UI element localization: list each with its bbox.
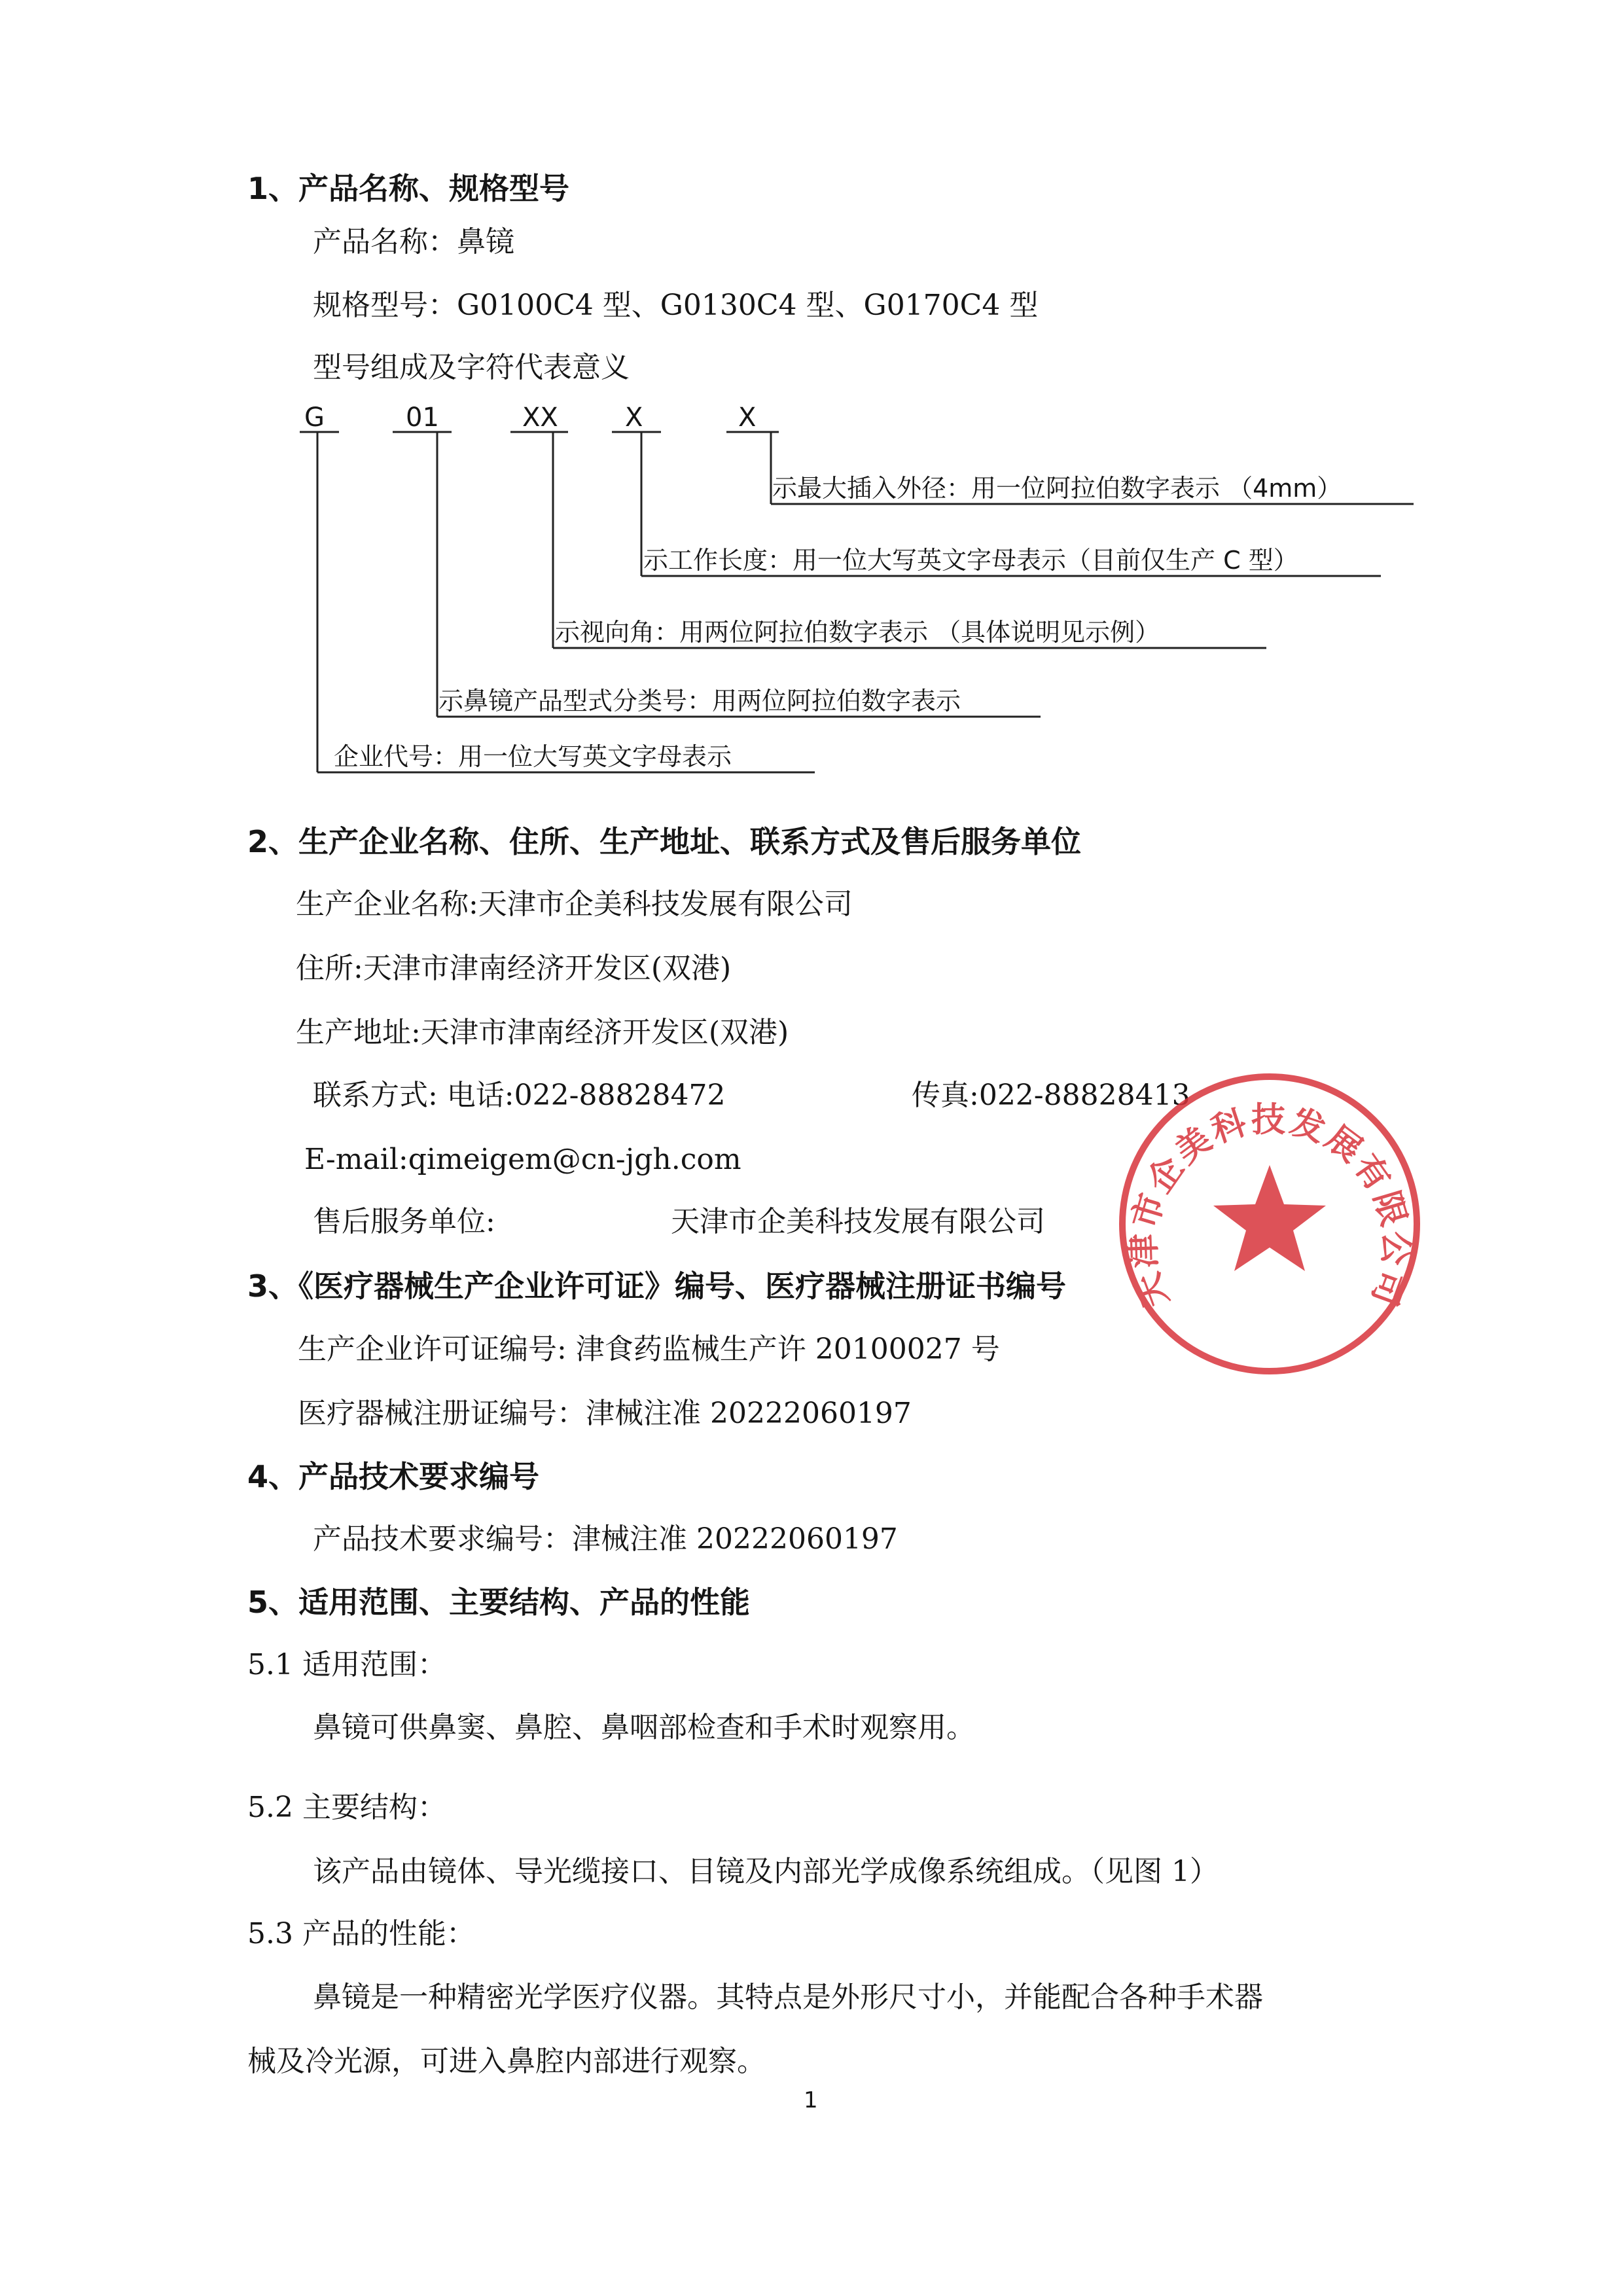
code-part-view-angle: XX	[522, 403, 558, 433]
model-code-diagram	[0, 0, 1623, 805]
registration-number: 医疗器械注册证编号：津械注准 20222060197	[298, 1397, 912, 1430]
legend-diameter: 示最大插入外径：用一位阿拉伯数字表示 （4mm）	[772, 474, 1342, 503]
code-part-length: X	[625, 403, 643, 433]
section-5-1-title: 5.1 适用范围：	[247, 1648, 446, 1681]
company-seal	[1113, 1067, 1427, 1381]
section-5-3-title: 5.3 产品的性能：	[247, 1917, 475, 1950]
section-5-1-text: 鼻镜可供鼻窦、鼻腔、鼻咽部检查和手术时观察用。	[313, 1711, 975, 1744]
legend-length: 示工作长度：用一位大写英文字母表示（目前仅生产 C 型）	[643, 546, 1298, 575]
section-3-heading: 3、《医疗器械生产企业许可证》编号、医疗器械注册证书编号	[247, 1268, 1067, 1304]
code-part-enterprise: G	[304, 403, 325, 433]
legend-view-angle: 示视向角：用两位阿拉伯数字表示 （具体说明见示例）	[555, 618, 1160, 647]
code-part-type: 01	[406, 403, 439, 433]
section-5-heading: 5、适用范围、主要结构、产品的性能	[247, 1585, 751, 1620]
legend-type: 示鼻镜产品型式分类号：用两位阿拉伯数字表示	[438, 687, 961, 715]
license-number: 生产企业许可证编号: 津食药监械生产许 20100027 号	[298, 1333, 1000, 1366]
code-part-diameter: X	[738, 403, 757, 433]
model-composition-title: 型号组成及字符代表意义	[313, 351, 630, 384]
section-5-3-text-line2: 械及冷光源，可进入鼻腔内部进行观察。	[247, 2045, 766, 2078]
section-5-2-title: 5.2 主要结构：	[247, 1791, 446, 1824]
fax: 传真:022-88828413	[912, 1079, 1190, 1112]
section-4-heading: 4、产品技术要求编号	[247, 1459, 540, 1494]
seal-star-icon	[1213, 1165, 1326, 1271]
contact-phone: 联系方式: 电话:022-88828472	[313, 1079, 726, 1112]
service-unit: 天津市企美科技发展有限公司	[671, 1205, 1045, 1238]
residence: 住所:天津市津南经济开发区(双港)	[296, 952, 732, 985]
section-2-heading: 2、生产企业名称、住所、生产地址、联系方式及售后服务单位	[247, 824, 1082, 859]
production-address: 生产地址:天津市津南经济开发区(双港)	[296, 1016, 789, 1049]
tech-requirement-number: 产品技术要求编号：津械注准 20222060197	[313, 1522, 898, 1556]
product-name: 产品名称：鼻镜	[313, 225, 514, 259]
legend-enterprise: 企业代号：用一位大写英文字母表示	[334, 742, 732, 771]
service-label: 售后服务单位:	[313, 1205, 495, 1238]
section-5-2-text: 该产品由镜体、导光缆接口、目镜及内部光学成像系统组成。（见图 1）	[313, 1855, 1219, 1888]
page-number: 1	[804, 2087, 818, 2113]
company-name: 生产企业名称:天津市企美科技发展有限公司	[296, 888, 853, 921]
section-5-3-text-line1: 鼻镜是一种精密光学医疗仪器。其特点是外形尺寸小，并能配合各种手术器	[313, 1981, 1263, 2014]
seal-text: 天津市企美科技发展有限公司	[1124, 1100, 1416, 1314]
email: E-mail:qimeigem@cn-jgh.com	[304, 1143, 741, 1176]
section-1-heading: 1、产品名称、规格型号	[247, 171, 570, 206]
model-numbers: 规格型号：G0100C4 型、G0130C4 型、G0170C4 型	[313, 289, 1039, 322]
